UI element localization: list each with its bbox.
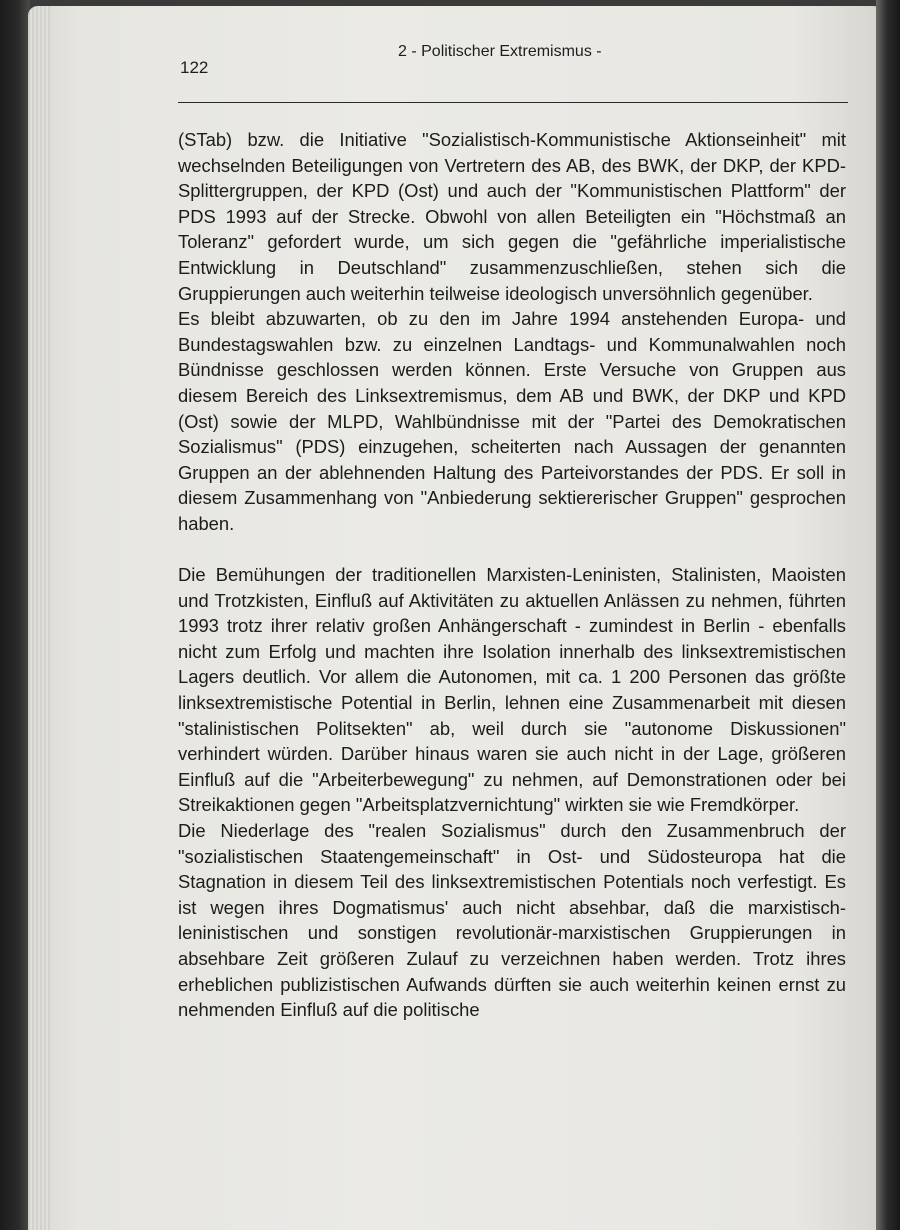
page-number: 122 — [180, 58, 209, 77]
paragraph: (STab) bzw. die Initiative "Sozialistisch-Kommunistische Aktionseinheit" mit wechselnden Beteiligungen von Vertretern des AB, des BWK, der DKP, der KPD-Splittergruppen, der KPD (Ost) und auch der "Kommunistischen Plattform" der PDS 1993 auf der Strecke. Obwohl von allen Beteiligten ein "Höchstmaß an Toleranz" gefordert wurde, um sich gegen die "gefährliche imperialistische Entwicklung in Deutschland" zusammenzuschließen, stehen sich die Gruppierungen auch weiterhin teilweise ideologisch unversöhnlich gegenüber. — [178, 129, 846, 304]
paragraph: Die Bemühungen der traditionellen Marxisten-Leninisten, Stalinisten, Maoisten und Trotzkisten, Einfluß auf Aktivitäten zu aktuellen Anlässen zu nehmen, führten 1993 trotz ihrer relativ großen Anhängerschaft - zumindest in Berlin - ebenfalls nicht zum Erfolg und machten ihre Isolation innerhalb des linksextremistischen Lagers deutlich. Vor allem die Autonomen, mit ca. 1 200 Personen das größte linksextremistische Potential in Berlin, lehnen eine Zusammenarbeit mit diesen "stalinistischen Politsekten" ab, weil durch sie "autonome Diskussionen" verhindert würden. Darüber hinaus waren sie auch nicht in der Lage, größeren Einfluß auf die "Arbeiterbewegung" zu nehmen, auf Demonstrationen oder bei Streikaktionen gegen "Arbeitsplatzvernichtung" wirkten sie wie Fremdkörper. — [178, 564, 846, 816]
paragraph: Es bleibt abzuwarten, ob zu den im Jahre 1994 anstehenden Europa- und Bundestagswahlen bzw. zu einzelnen Landtags- und Kommunalwahlen noch Bündnisse geschlossen werden können. Erste Versuche von Gruppen aus diesem Bereich des Linksextremismus, dem AB und BWK, der DKP und KPD (Ost) sowie der MLPD, Wahlbündnisse mit der "Partei des Demokratischen Sozialismus" (PDS) einzugehen, scheiterten nach Aussagen der genannten Gruppen an der ablehnenden Haltung des Parteivorstandes der PDS. Er soll in diesem Zusammenhang von "Anbiederung sektiererischer Gruppen" gesprochen haben. — [178, 308, 846, 534]
book-binding-left — [0, 0, 30, 1230]
book-binding-right — [876, 0, 900, 1230]
running-head: 2 - Politischer Extremismus - — [398, 43, 602, 60]
paragraph: Die Niederlage des "realen Sozialismus" durch den Zusammenbruch der "sozialistischen Staatengemeinschaft" in Ost- und Südosteuropa hat die Stagnation in diesem Teil des linksextremistischen Potentials noch verfestigt. Es ist wegen ihres Dogmatismus' auch nicht absehbar, daß die marxistisch-leninistischen und sonstigen revolutionär-marxistischen Gruppierungen in absehbare Zeit größeren Zulauf zu verzeichnen haben werden. Trotz ihres erheblichen publizistischen Aufwands dürften sie auch weiterhin keinen ernst zu nehmenden Einfluß auf die politische — [178, 820, 846, 1021]
page-edges — [28, 6, 50, 1230]
header-rule — [178, 102, 848, 103]
body-text — [178, 127, 846, 1023]
